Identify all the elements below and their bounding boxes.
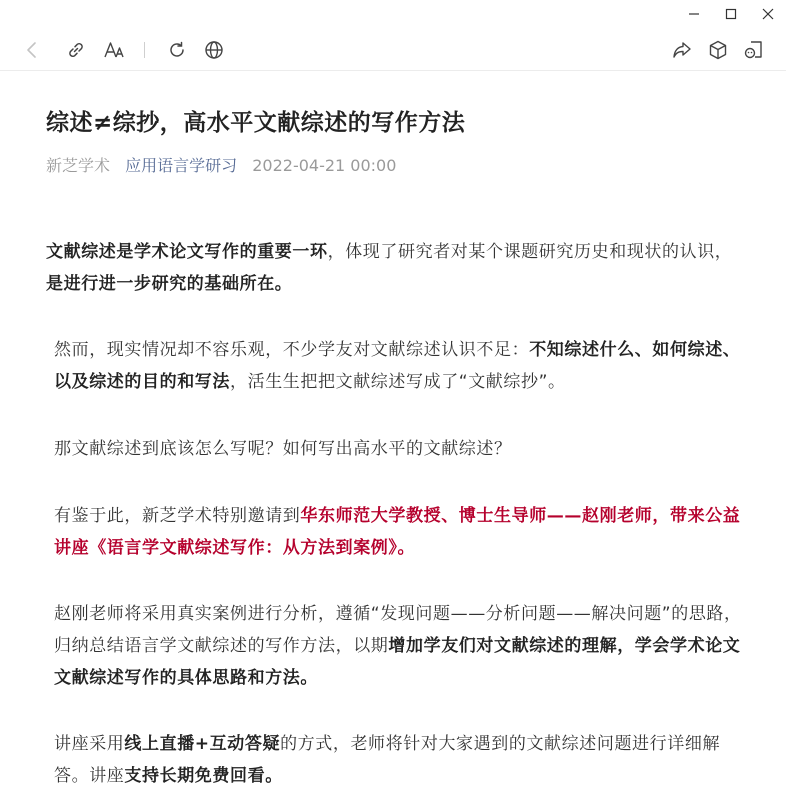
bold-text: 文献综述是学术论文写作的重要一环	[46, 242, 328, 262]
copy-link-button[interactable]	[64, 38, 88, 62]
close-icon	[758, 6, 778, 22]
article-content[interactable]	[0, 72, 786, 786]
bold-text: 不知综述什么、如何综述、以及综述的目的和写法	[54, 340, 741, 392]
maximize-icon	[721, 6, 741, 22]
paragraph-4	[54, 500, 744, 564]
account-name-link[interactable]: 应用语言学研习	[125, 156, 238, 175]
refresh-button[interactable]	[165, 38, 189, 62]
body-text: 然而，现实情况却不容乐观，不少学友对文献综述认识不足：	[54, 340, 530, 360]
mini-program-button[interactable]	[706, 38, 730, 62]
body-text: 讲座采用	[54, 734, 125, 754]
open-in-browser-button[interactable]	[202, 38, 226, 62]
highlight-text: 华东师范大学教授、博士生导师——赵刚老师，带来公益讲座《语言学文献综述写作：从方法到案例》。	[54, 506, 741, 558]
body-text: 有鉴于此，新芝学术特别邀请到	[54, 506, 301, 526]
body-text: ，体现了研究者对某个课题研究历史和现状的认识，	[327, 242, 733, 262]
article-meta	[46, 153, 406, 176]
link-icon	[64, 38, 88, 62]
window-titlebar	[0, 0, 786, 28]
globe-icon	[202, 38, 226, 62]
paragraph-6	[54, 728, 744, 786]
back-button[interactable]	[20, 38, 44, 62]
bold-text: 线上直播+互动答疑	[124, 734, 281, 754]
toolbar-divider	[0, 70, 786, 71]
body-text: ，活生生把把文献综述写成了“文献综抄”。	[230, 372, 566, 392]
paragraph-3	[54, 433, 744, 465]
reader-icon	[742, 38, 766, 62]
cube-icon	[706, 38, 730, 62]
browser-toolbar	[0, 32, 786, 68]
close-button[interactable]	[756, 4, 780, 24]
publish-date: 2022-04-21 00:00	[252, 156, 397, 175]
paragraph-5	[54, 598, 744, 694]
article-source: 新芝学术	[46, 156, 111, 175]
maximize-button[interactable]	[719, 4, 743, 24]
bold-text: 是进行进一步研究的基础所在。	[46, 274, 293, 294]
bold-text: 支持长期免费回看。	[124, 766, 283, 786]
bold-text: 增加学友们对文献综述的理解，学会学术论文文献综述写作的具体思路和方法。	[54, 636, 741, 688]
font-size-button[interactable]	[102, 38, 126, 62]
body-text: 那文献综述到底该怎么写呢？如何写出高水平的文献综述？	[54, 439, 512, 459]
reader-mode-button[interactable]	[742, 38, 766, 62]
paragraph-1	[46, 236, 746, 300]
article-title: 综述≠综抄，高水平文献综述的写作方法	[46, 110, 466, 136]
toolbar-separator	[144, 42, 145, 58]
share-button[interactable]	[670, 38, 694, 62]
minimize-button[interactable]	[682, 4, 706, 24]
minimize-icon	[684, 6, 704, 22]
paragraph-2	[54, 334, 744, 398]
font-size-icon	[102, 38, 126, 62]
refresh-icon	[165, 38, 189, 62]
share-icon	[670, 38, 694, 62]
body-text: 赵刚老师将采用真实案例进行分析，遵循“发现问题——分析问题——解决问题”的思路，归纳总结语言学文献综述的写作方法，以期	[54, 604, 742, 656]
back-icon	[20, 38, 44, 62]
body-text: 的方式，老师将针对大家遇到的文献综述问题进行详细解答。讲座	[54, 734, 721, 786]
